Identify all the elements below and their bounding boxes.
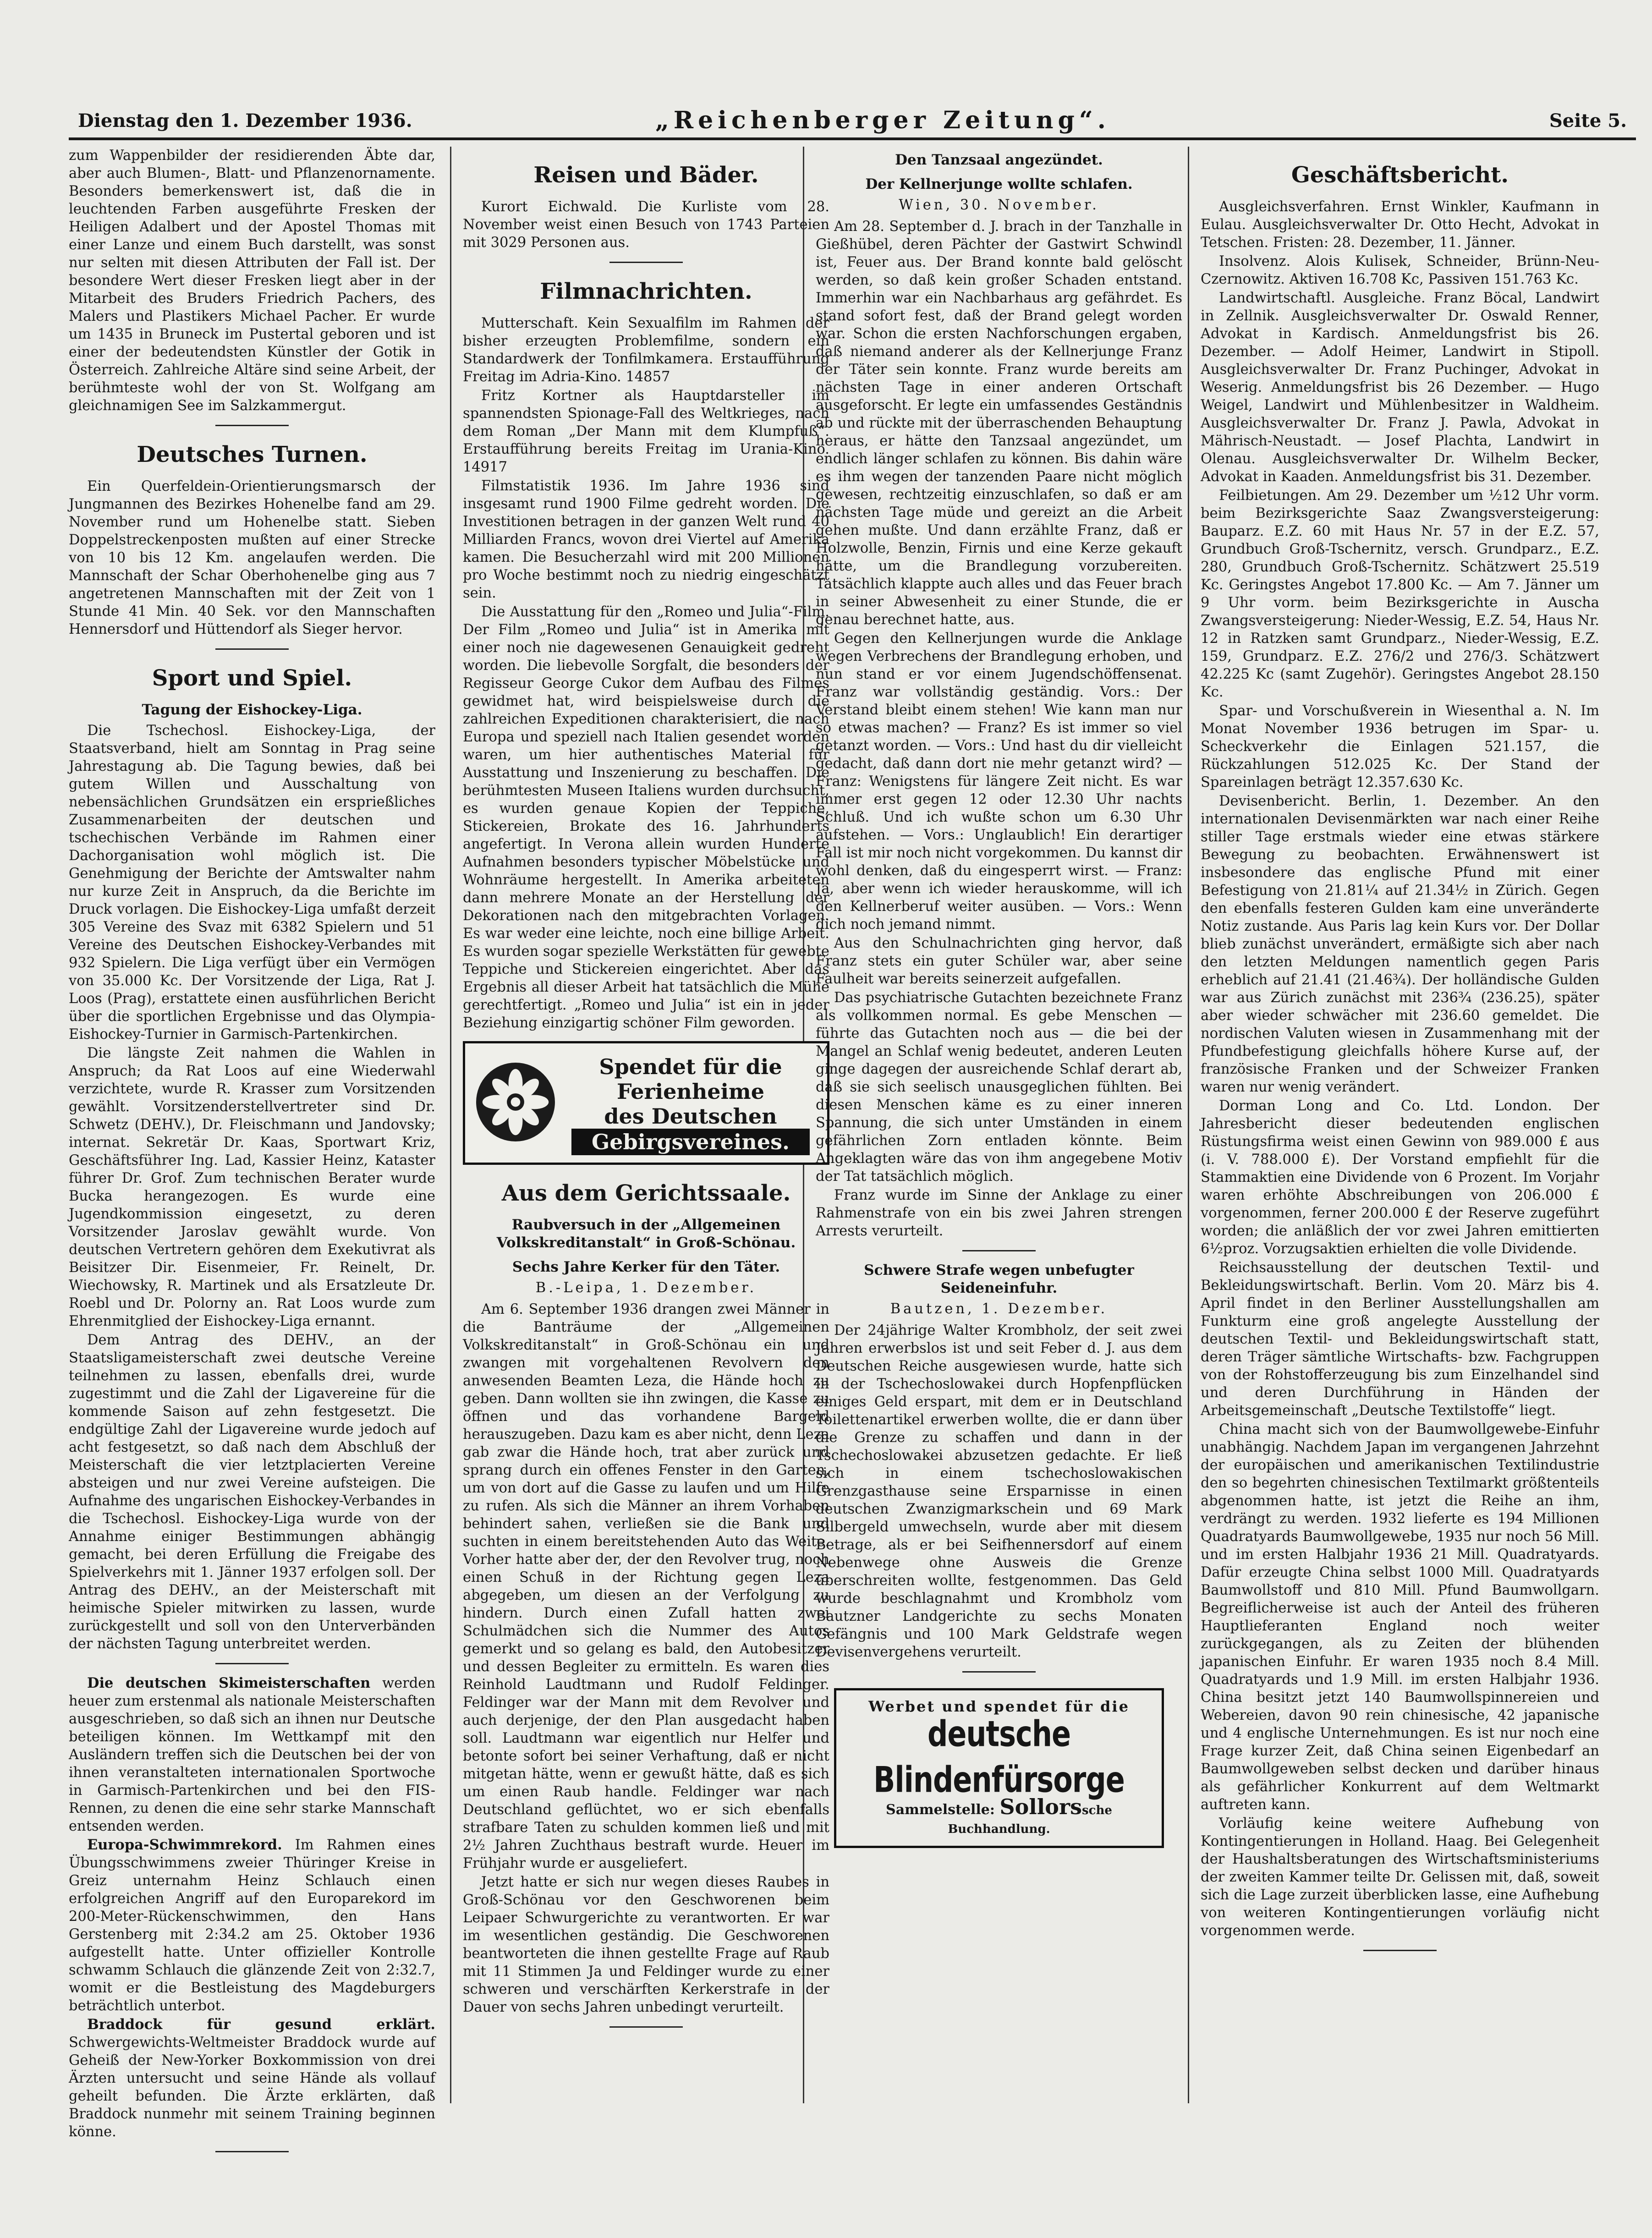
separator <box>962 1250 1036 1251</box>
page-header <box>78 105 1627 137</box>
advertisement-headline: deutsche Blindenfürsorge <box>873 1712 1125 1800</box>
business-notice: Vorläufig keine weitere Aufhebung von Kontingentierungen in Holland. Haag. Bei Gelegenheit der Haushaltsberatungen des Wirtschaftsministeriums der zweiten Kammer teilte Dr. Gelissen mit, daß, soweit sich die Lage zurzeit überblicken lasse, eine Aufhebung von weiteren Kontingentierungen vorläufig nicht vorgenommen werde. <box>1201 1816 1599 1939</box>
newspaper-title: „Reichenberger Zeitung“. <box>655 106 1110 134</box>
article-text: Fritz Kortner als Hauptdarsteller im spannendsten Spionage-Fall des Weltkrieges, nach dem Roman „Der Mann mit dem Klumpfuß“. Erstaufführung bereits Freitag im Urania-Kino. 14917 <box>463 388 829 475</box>
article-lead: Braddock für gesund erklärt. <box>87 2016 435 2033</box>
business-notice: China macht sich von der Baumwollgewebe-Einfuhr unabhängig. Nachdem Japan im vergangenen Jahrzehnt der europäischen und amerikanischen Textilindustrie den so begehrten chinesischen Textilmarkt größtenteils abgenommen hatte, ist jetzt die Reihe an ihm, verdrängt zu werden. 1932 lieferte es 194 Millionen Quadratyards Baumwollgewebe, 1935 nur noch 56 Mill. und im ersten Halbjahr 1936 21 Mill. Quadratyards. Dafür erzeugte China selbst 1000 Mill. Quadratyards Baumwollstoff und 810 Mill. Pfund Baumwollgarn. Begreiflicherweise ist auch der Anteil des früheren Hauptlieferanten England noch weiter zurückgegangen, als zu Zeiten der blühenden japanischen Einfuhr. Er waren 1935 noch 8.4 Mill. Quadratyards und 1.9 Mill. im ersten Halbjahr 1936. China besitzt jetzt 140 Baumwollspinnereien und Webereien, davon 90 rein chinesische, 42 japanische und 4 englische Unternehmungen. Es ist nur noch eine Frage kurzer Zeit, daß China seinen Eigenbedarf an Baumwollgeweben selbst decken und darüber hinaus als gefährlicher Konkurrent auf dem Weltmarkt auftreten kann. <box>1201 1421 1599 1813</box>
section-heading-geschaeft: Geschäftsbericht. <box>1291 162 1509 188</box>
business-notice: Feilbietungen. Am 29. Dezember um ½12 Uhr vorm. beim Bezirksgerichte Saaz Zwangsversteigerung: Bauparz. E.Z. 60 mit Haus Nr. 57 in der E.Z. 57, Grundbuch Groß-Tschernitz, versch. Grundparz., E.Z. 280, Grundbuch Groß-Tschernitz. Schätzwert 25.519 Kc. Geringstes Angebot 17.800 Kc. — Am 7. Jänner um 9 Uhr vorm. beim Bezirksgerichte in Auscha Zwangsversteigerung: Nieder-Wessig, E.Z. 54, Haus Nr. 12 in Ratzken samt Grundparz., Nieder-Wessig, E.Z. 159, Grundparz. E.Z. 276/2 und 276/3. Schätzwert 42.225 Kc (samt Zugehör). Geringstes Angebot 28.150 Kc. <box>1201 488 1599 700</box>
header-date: Dienstag den 1. Dezember 1936. <box>78 110 412 132</box>
advertisement-text: Spendet für die Ferienheime des Deutschen Gebirgsvereines. <box>571 1054 810 1155</box>
dateline: Bautzen, 1. Dezember. <box>890 1301 1108 1317</box>
article-text: Mutterschaft. Kein Sexualfilm im Rahmen der bisher erzeugten Problemfilme, sondern ein Standardwerk der Tonfilmkamera. Erstaufführung Freitag im Adria-Kino. 14857 <box>463 315 829 385</box>
article-text: Gegen den Kellnerjungen wurde die Anklage wegen Verbrechens der Brandlegung erhoben, und nun stand er vor einem Jugendschöffensenat. Franz war vollständig geständig. Vors.: Der Verstand bleibt einem stehen! Wie kann man nur so etwas machen? — Franz? Es ist immer so viel getanzt worden. — Vors.: Und hast du dir vielleicht gedacht, daß dann dort nie mehr getanzt wird? — Franz: Wenigstens für längere Zeit nicht. Es war immer erst gegen 12 oder 12.30 Uhr nachts Schluß. Und ich wußte schon um 6.30 Uhr aufstehen. — Vors.: Unglaublich! Ein derartiger Fall ist mir noch nicht vorgekommen. Du kannst dir wohl denken, daß du eingesperrt wirst. — Franz: Ja, aber wenn ich wieder herauskomme, will ich den Kellnerberuf weiter ausüben. — Vors.: Wenn dich noch jemand nimmt. <box>816 631 1183 932</box>
business-notice: Devisenbericht. Berlin, 1. Dezember. An den internationalen Devisenmärkten war nach einer Reihe stiller Tage erstmals wieder eine etwas stärkere Bewegung zu beobachten. Erwähnenswert ist insbesondere das englische Pfund mit einer Befestigung von 21.81¼ auf 21.34½ in Zürich. Gegen den ebenfalls festeren Gulden kam eine unveränderte Notiz zustande. Aus Paris lag kein Kurs vor. Der Dollar blieb zunächst unverändert, ermäßigte sich aber nach den letzten Meldungen namentlich gegen Paris erheblich auf 21.41 (21.46¾). Der holländische Gulden war aus Zürich zunächst mit 236¾ (236.25), später aber wieder schwächer mit 236.60 gemeldet. Die nordischen Valuten wiesen in Zusammenhang mit der Pfundbefestigung gleichfalls höhere Kurse auf, der französische Franken und der Schweizer Franken waren nur wenig verändert. <box>1201 793 1599 1095</box>
section-heading-turnen: Deutsches Turnen. <box>137 442 368 467</box>
separator <box>609 2026 683 2028</box>
page-number: Seite 5. <box>1549 110 1627 132</box>
article-text: Ein Querfeldein-Orientierungsmarsch der Jungmannen des Bezirkes Hohenelbe fand am 29. November rund um Hohenelbe statt. Sieben Doppelstreckenposten mußten auf einer Strecke von 10 bis 12 Km. angelaufen werden. Die Mannschaft der Schar Oberhohenelbe ging aus 7 angetretenen Mannschaften mit der Zeit von 1 Stunde 41 Min. 40 Sek. vor den Mannschaften Hennersdorf und Hüttendorf als Sieger hervor. <box>69 478 435 637</box>
article-headline: Raubversuch in der „Allgemeinen Volkskreditanstalt“ in Groß-Schönau. <box>496 1217 796 1251</box>
article-subheadline: Der Kellnerjunge wollte schlafen. <box>865 176 1133 192</box>
article-continuation: zum Wappenbilder der residierenden Äbte dar, aber auch Blumen-, Blatt- und Pflanzenornamente. Besonders bemerkenswert ist, daß die in leuchtenden Farben ausgeführte Fresken der Heiligen Adalbert und der Apostel Thomas mit einer Lanze und einem Buch darstellt, was sonst nur selten mit diesen Attributen der Fall ist. Der besondere Wert dieser Fresken liegt aber in der Mitarbeit des Bruders Friedrich Pachers, des Malers und Plastikers Michael Pacher. Er wurde um 1435 in Bruneck im Pustertal geboren und ist einer der bedeutendsten Künstler der Gotik in Österreich. Zahlreiche Altäre sind seine Arbeit, der berühmteste wohl der von St. Wolfgang am gleichnamigen See im Salzkammergut. <box>69 148 435 414</box>
article-text: Im Rahmen eines Übungsschwimmens zweier Thüringer Kreise in Greiz unternahm Heinz Schlauch einen erfolgreichen Angriff auf den Europarekord im 200-Meter-Rückenschwimmen, den Hans Gerstenberg mit 2:34.2 am 25. Oktober 1936 aufgestellt hatte. Unter offizieller Kontrolle schwamm Schlauch die glänzende Zeit von 2:32.7, womit er die Bestleistung des Magdeburgers beträchtlich unterbot. <box>69 1837 435 2014</box>
business-notice: Dorman Long and Co. Ltd. London. Der Jahresbericht dieser bedeutenden englischen Rüstungsfirma weist einen Gewinn von 989.000 £ aus (i. V. 788.000 £). Der Vorstand empfiehlt für die Stammaktien eine Dividende von 6 Prozent. Im Vorjahr waren erhöhte Abschreibungen von 206.000 £ vorgenommen, ferner 200.000 £ der Reserve zugeführt worden; die anläßlich der vor zwei Jahren emittierten 6½proz. Vorzugsaktien erhielten die volle Dividende. <box>1201 1098 1599 1257</box>
advertisement-ferienheime <box>463 1041 829 1165</box>
header-rule <box>69 137 1636 140</box>
separator <box>215 1663 289 1664</box>
business-notice: Spar- und Vorschußverein in Wiesenthal a. N. Im Monat November 1936 betrugen im Spar- u. Scheckverkehr die Einlagen 521.157, die Rückzahlungen 512.025 Kc. Der Stand der Spareinlagen beträgt 12.357.630 Kc. <box>1201 703 1599 790</box>
column-3 <box>816 147 1182 2126</box>
column-2 <box>463 147 829 2126</box>
article-headline: Den Tanzsaal angezündet. <box>895 152 1103 168</box>
dateline: B.-Leipa, 1. Dezember. <box>535 1280 757 1296</box>
section-heading-gericht: Aus dem Gerichtssaale. <box>501 1180 791 1206</box>
article-text: Kurort Eichwald. Die Kurliste vom 28. November weist einen Besuch von 1743 Parteien mit 3029 Personen aus. <box>463 199 829 251</box>
separator <box>1363 1950 1437 1951</box>
article-text: Jetzt hatte er sich nur wegen dieses Raubes in Groß-Schönau vor den Geschworenen beim Leipaer Schwurgerichte zu verantworten. Er war im wesentlichen geständig. Die Geschworenen beantworteten die ihnen gestellte Frage auf Raub mit 11 Stimmen Ja und Feldinger wurde zu einer schweren und verschärften Kerkerstrafe in der Dauer von sechs Jahren unbedingt verurteilt. <box>463 1874 829 2015</box>
article-text: werden heuer zum erstenmal als nationale Meisterschaften ausgeschrieben, so daß sich an ihnen nur Deutsche beteiligen können. Im Wettkampf mit den Ausländern treffen sich die Deutschen bei der von ihnen veranstalteten internationalen Sportwoche in Garmisch-Partenkirchen und bei den FIS-Rennen, zu denen die eine sehr starke Mannschaft entsenden werden. <box>69 1675 435 1834</box>
column-1 <box>69 147 435 2140</box>
advertisement-blindenfuersorge <box>834 1688 1164 1848</box>
business-notice: Insolvenz. Alois Kulisek, Schneider, Brünn-Neu-Czernowitz. Aktiven 16.708 Kc, Passiven 151.763 Kc. <box>1201 253 1599 287</box>
advertisement-collection-point: Sammelstelle: Sollorssche Buchhandlung. <box>886 1794 1112 1836</box>
business-notice: Reichsausstellung der deutschen Textil- und Bekleidungswirtschaft. Berlin. Vom 20. März bis 4. April findet in den Berliner Ausstellungshallen am Funkturm eine groß angelegte Ausstellung der deutschen Textil- und Bekleidungswirtschaft statt, deren Träger sämtliche Wirtschafts- bzw. Fachgruppen von der Rohstofferzeugung bis zum Einzelhandel sind und deren Durchführung in Händen der Arbeitsgemeinschaft „Deutsche Textilstoffe“ liegt. <box>1201 1260 1599 1419</box>
separator <box>215 2151 289 2152</box>
separator <box>609 262 683 263</box>
article-text: Filmstatistik 1936. Im Jahre 1936 sind insgesamt rund 1900 Filme gedreht worden. Die Investitionen betragen in der ganzen Welt rund 40 Milliarden Francs, wovon drei Viertel auf Amerika kamen. Die Besucherzahl wird mit 200 Millionen pro Woche bestimmt noch zu niedrig eingeschätzt sein. <box>463 478 829 601</box>
article-text: Am 6. September 1936 drangen zwei Männer in die Banträume der „Allgemeinen Volkskreditanstalt“ in Groß-Schönau ein und zwangen mit vorgehaltenen Revolvern den anwesenden Beamten Leza, die Hände hoch zu geben. Dann wollten sie ihn zwingen, die Kasse zu öffnen und das vorhandene Bargeld herauszugeben. Dazu kam es aber nicht, denn Leza gab zwar die Hände hoch, trat aber zurück und sprang durch ein offenes Fenster in den Garten, um von dort auf die Gasse zu laufen und um Hilfe zu rufen. Als sich die Männer an ihrem Vorhaben behindert sahen, verließen sie die Bank und suchten in einem bereitstehenden Auto das Weite. Vorher hatte aber der, der den Revolver trug, noch einen Schuß in der Richtung gegen Leza abgegeben, um diesen an der Verfolgung zu hindern. Durch einen Zufall hatten zwei Schulmädchen sich die Nummer des Autos gemerkt und so gelang es bald, den Autobesitzer und dessen Begleiter zu ermitteln. Es waren dies Reinhold Laudtmann und Rudolf Feldinger. Feldinger war der Mann mit dem Revolver und auch derjenige, der den Plan ausgedacht haben soll. Laudtmann war eigentlich nur Helfer und betonte sofort bei seiner Verhaftung, daß er nicht mitgetan hätte, wenn er gewußt hätte, daß es sich um einen Raub handle. Feldinger war nach Deutschland geflüchtet, wo er sich ebenfalls strafbare Taten zu schulden kommen ließ und mit 2½ Jahren Zuchthaus bestraft wurde. Heuer im Frühjahr wurde er ausgeliefert. <box>463 1301 829 1871</box>
article-text: Schwergewichts-Weltmeister Braddock wurde auf Geheiß der New-Yorker Boxkommission von drei Ärzten untersucht und seine Hände als vollauf geheilt befunden. Die Ärzte erklärten, daß Braddock nunmehr mit seinem Training beginnen könne. <box>69 2035 435 2140</box>
article-lead: Die deutschen Skimeisterschaften <box>87 1675 371 1691</box>
separator <box>215 425 289 426</box>
article-lead: Europa-Schwimmrekord. <box>87 1837 282 1853</box>
article-text: Die Ausstattung für den „Romeo und Julia“-Film. Der Film „Romeo und Julia“ ist in Amerika mit einer noch nie dagewesenen Genauigkeit gedreht worden. Die liebevolle Sorgfalt, die besonders der Regisseur George Cukor dem Aufbau des Filmes gewidmet hat, wird beispielsweise durch die zahlreichen Expeditionen charakterisiert, die nach Europa und speziell nach Italien gesendet worden waren, um hier authentisches Material für Ausstattung und Inszenierung zu beschaffen. Die berühmtesten Museen Italiens wurden durchsucht, es wurden genaue Kopien der Teppiche, Stickereien, Brokate des 16. Jahrhunderts angefertigt. In Verona allein wurden Hunderte Aufnahmen besonders typischer Möbelstücke und Wohnräume hergestellt. In Amerika arbeiteten dann mehrere Monate an der Herstellung der Dekorationen nach den mitgebrachten Vorlagen. Es war weder eine leichte, noch eine billige Arbeit. Es wurden sogar spezielle Werkstätten für gewebte Teppiche und Stickereien eingerichtet. Aber das Ergebnis all dieser Arbeit hat tatsächlich die Mühe gerechtfertigt. „Romeo und Julia“ ist ein in jeder Beziehung einzigartig schöner Film geworden. <box>463 604 829 1031</box>
article-text: Franz wurde im Sinne der Anklage zu einer Rahmenstrafe von ein bis zwei Jahren strengen Arrests verurteilt. <box>816 1187 1182 1239</box>
article-text: Die Tschechosl. Eishockey-Liga, der Staatsverband, hielt am Sonntag in Prag seine Jahrestagung ab. Die Tagung bewies, daß bei gutem Willen und Ausschaltung von nebensächlichen Grundsätzen ein ersprießliches Zusammenarbeiten der deutschen und tschechischen Verbände im Rahmen einer Dachorganisation wohl möglich ist. Die Genehmigung der Berichte der Amtswalter nahm nur kurze Zeit in Anspruch, da die Berichte im Druck vorlagen. Die Eishockey-Liga umfaßt derzeit 305 Vereine des Svaz mit 6382 Spielern und 51 Vereine des Deutschen Eishockey-Verbandes mit 932 Spielern. Die Liga verfügt über ein Vermögen von 35.000 Kc. Der Vorsitzende der Liga, Rat J. Loos (Prag), erstattete einen ausführlichen Bericht über die sportlichen Ergebnisse und das Olympia-Eishockey-Turnier in Garmisch-Partenkirchen. <box>69 723 435 1042</box>
article-text: Der 24jährige Walter Krombholz, der seit zwei Jahren erwerbslos ist und seit Feber d. J. aus dem Deutschen Reiche ausgewiesen wurde, hatte sich in der Tschechoslowakei durch Hopfenpflücken einiges Geld erspart, mit dem er in Deutschland Toilettenartikel erwerben wollte, die er dann über die Grenze zu schaffen und dann in der Tschechoslowakei abzusetzen gedachte. Er ließ sich in einem tschechoslowakischen Grenzgasthause seine Ersparnisse in einen deutschen Zwanzigmarkschein und 69 Mark Silbergeld umwechseln, wurde aber mit diesem Betrage, als er bei Seifhennersdorf auf einem Nebenwege ohne Ausweis die Grenze überschreiten wollte, festgenommen. Das Geld wurde beschlagnahmt und Krombholz vom Bautzner Landgerichte zu sechs Monaten Gefängnis und 100 Mark Geldstrafe wegen Devisenvergehens verurteilt. <box>816 1322 1182 1660</box>
article-headline: Tagung der Eishockey-Liga. <box>142 702 362 718</box>
article-subheadline: Sechs Jahre Kerker für den Täter. <box>512 1259 780 1275</box>
separator <box>962 1671 1036 1673</box>
section-heading-sport: Sport und Spiel. <box>152 665 352 691</box>
dateline: Wien, 30. November. <box>899 197 1099 213</box>
article-text: Aus den Schulnachrichten ging hervor, daß Franz stets ein guter Schüler war, aber seine Faulheit war bereits seinerzeit aufgefallen. <box>816 935 1182 987</box>
business-notice: Landwirtschaftl. Ausgleiche. Franz Böcal, Landwirt in Zellnik. Ausgleichsverwalter Dr. Oswald Renner, Advokat in Kardisch. Anmeldungsfrist bis 26. Dezember. — Adolf Heimer, Landwirt in Stipoll. Ausgleichsverwalter Dr. Franz Puchinger, Advokat in Weserig. Anmeldungsfrist bis 26 Dezember. — Hugo Weigel, Landwirt und Mühlenbesitzer in Waldheim. Ausgleichsverwalter Dr. Franz J. Pawla, Advokat in Mährisch-Neustadt. — Josef Plachta, Landwirt in Olenau. Ausgleichsverwalter Dr. Wilhelm Becker, Advokat in Kaaden. Anmeldungsfrist bis 31. Dezember. <box>1201 290 1599 485</box>
column-4 <box>1201 147 1599 2126</box>
article-text: Das psychiatrische Gutachten bezeichnete Franz als vollkommen normal. Es gebe Menschen — führte das Gutachten noch aus — die bei der Mangel an Schlaf wenig bedeutet, anderen Leuten ginge dagegen der ausreichende Schlaf derart ab, daß sie sich seelisch unausgeglichen fühlten. Bei diesen Menschen käme es zu einer inneren Spannung, die sich unter Umständen in einem gefährlichen Zorn entladen könnte. Beim Angeklagten wäre das von ihm angegebene Motiv der Tat tatsächlich möglich. <box>816 990 1182 1185</box>
column-divider <box>450 147 451 2103</box>
advertisement-line: Werbet und spendet für die <box>868 1698 1130 1715</box>
article-text: Am 28. September d. J. brach in der Tanzhalle in Gießhübel, deren Pächter der Gastwirt Schwindl ist, Feuer aus. Der Brand konnte bald gelöscht werden, so daß kein großer Schaden entstand. Immerhin war ein Nachbarhaus arg gefährdet. Es stand sofort fest, daß der Brand gelegt worden war. Schon die ersten Nachforschungen ergaben, daß niemand anderer als der Kellnerjunge Franz der Täter sein konnte. Franz wurde bereits am nächsten Tage in einer anderen Ortschaft ausgeforscht. Er legte ein umfassendes Geständnis ab und rückte mit der überraschenden Behauptung heraus, er hätte den Tanzsaal angezündet, um endlich länger schlafen zu können. Bis dahin wäre es ihm wegen der tanzenden Paare nicht möglich gewesen, rechtzeitig einzuschlafen, so daß er am nächsten Tage müde und gereizt an die Arbeit gehen mußte. Und dann erzählte Franz, daß er Holzwolle, Benzin, Firnis und eine Kerze gekauft hätte, um die Brandlegung vorzubereiten. Tatsächlich klappte auch alles und das Feuer brach in seiner Abwesenheit zu einer Stunde, die er genau berechnet hatte, aus. <box>816 219 1182 628</box>
section-heading-reisen: Reisen und Bäder. <box>533 162 759 188</box>
edelweiss-logo-icon <box>476 1063 555 1141</box>
article-headline: Schwere Strafe wegen unbefugter Seideneinfuhr. <box>864 1262 1134 1296</box>
separator <box>215 648 289 650</box>
column-divider <box>1188 147 1189 2103</box>
article-text: Dem Antrag des DEHV., an der Staatsligameisterschaft zwei deutsche Vereine teilnehmen zu lassen, ebenfalls drei, wurde zugestimmt und die Zahl der Ligavereine für die kommende Saison auf zehn festgesetzt. Die endgültige Zahl der Ligavereine wurde jedoch auf acht festgesetzt, so daß nach dem Abschluß der Meisterschaft die vier letztplacierten Vereine absteigen und nur zwei Vereine aufsteigen. Die Aufnahme des ungarischen Eishockey-Verbandes in die Tschechosl. Eishockey-Liga wurde von der Annahme einiger Bestimmungen abhängig gemacht, bei deren Erfüllung die Freigabe des Spielverkehrs mit 1. Jänner 1937 erfolgen soll. Der Antrag des DEHV., an der Meisterschaft mit heimische Spieler mitwirken zu lassen, wurde zurückgestellt und soll von den Unterverbänden der nächsten Tagung unterbreitet werden. <box>69 1332 435 1652</box>
business-notice: Ausgleichsverfahren. Ernst Winkler, Kaufmann in Eulau. Ausgleichsverwalter Dr. Otto Hecht, Advokat in Tetschen. Fristen: 28. Dezember, 11. Jänner. <box>1201 199 1599 251</box>
article-text: Die längste Zeit nahmen die Wahlen in Anspruch; da Rat Loos auf eine Wiederwahl verzichtete, wurde R. Krasser zum Vorsitzenden gewählt. Vorsitzenderstellvertreter sind Dr. Schwetz (DEHV.), Dr. Fleischmann und Jandovsky; internat. Sekretär Dr. Kaas, Sportwart Kriz, Geschäftsführer Ing. Lad, Kassier Heinz, Kataster führer Dr. Grof. Zum technischen Berater wurde Bucka herangezogen. Es wurde eine Jugendkommission eingesetzt, zu deren Vorsitzender Jaroslav gewählt wurde. Von deutschen Vertretern gehören dem Exekutivrat als Beisitzer Dir. Eisenmeier, Fr. Reinelt, Dr. Wiechowsky, R. Martinek und als Ersatzleute Dr. Roebl und Dr. Polorny an. Rat Loos wurde zum Ehrenmitglied der Eishockey-Liga ernannt. <box>69 1045 435 1329</box>
section-heading-film: Filmnachrichten. <box>540 279 752 304</box>
